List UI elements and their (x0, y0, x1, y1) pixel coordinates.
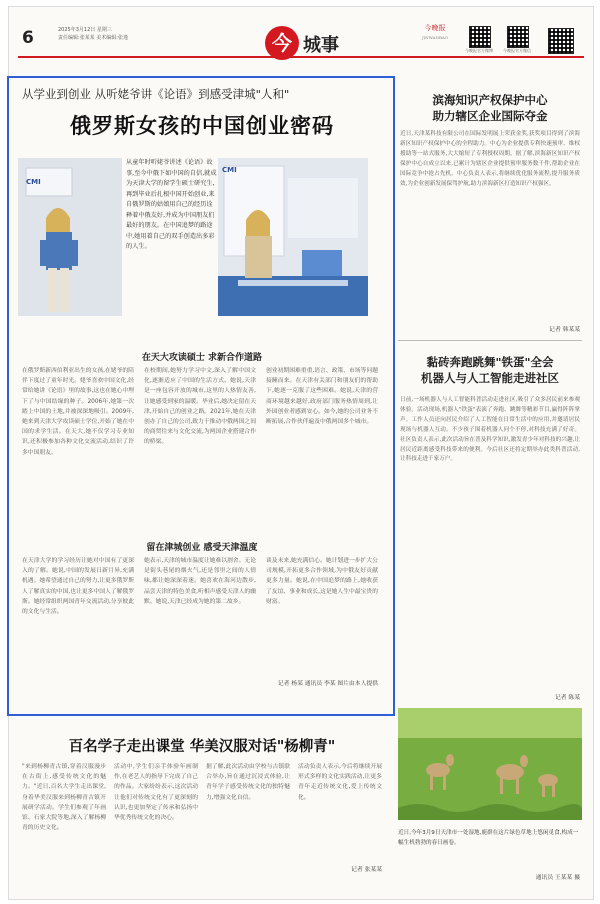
subheading-2: 留在津城创业 感受天津温度 (146, 543, 258, 553)
qr-code-icon (469, 26, 491, 48)
right-top-title-line1: 滨海知识产权保护中心 (432, 93, 548, 107)
paper-logo-sub: JINWANBAO (421, 35, 449, 40)
right-top-author: 记者 韩某某 (549, 327, 580, 333)
qr-caption: 今晚报官方微博 (465, 48, 493, 53)
header-rule (18, 56, 584, 58)
story-photo-2 (218, 158, 368, 316)
right-mid-body: 日前,一场机器人与人工智能科普活动走进社区,吸引了众多居民前来参观体验。活动现场,机器人"铁蛋"表演了奔跑、跳舞等精彩节目,赢得阵阵掌声。工作人员还向居民介绍了人工智能在日常生活中的应用,并邀请居民现场与机器人互动。不少孩子围着机器人问个不停,对科技充满了好奇。社区负责人表示,此次活动旨在普及科学知识,激发青少年对科技的兴趣,让居民近距离感受科技带来的便利。今后社区还将定期举办此类科普活动,让科技走进千家万户。 (400, 397, 580, 463)
right-top-body: 近日,天津某科技有限公司在国际发明展上荣获金奖,获奖项目得到了滨海新区知识产权保护中心的全程助力。中心为企业提供专利快速预审、维权援助等一站式服务,大大缩短了专利授权周期。据了解,滨海新区知识产权保护中心自成立以来,已累计为辖区企业提供预审服务数千件,帮助企业在国际竞争中抢占先机。中心负责人表示,将继续优化服务流程,提升服务质效,为企业创新发展保驾护航,助力滨海新区打造知识产权强区。 (400, 131, 580, 187)
header-info (58, 26, 178, 42)
qr-code-icon (507, 26, 529, 48)
bottom-column-4: 活动负责人表示,今后将继续开展形式多样的文化实践活动,让更多青年走近传统文化,爱上传统文化。 (298, 764, 382, 801)
right-mid-title-line2: 机器人与人工智能走进社区 (421, 371, 559, 385)
photo-sign-text: CMI (222, 166, 237, 174)
story-column-2b: 她表示,天津的城市温度让她难以割舍。无论是街头巷尾的烟火气,还是邻里之间的人情味,都让她深深着迷。她喜欢在海河边散步,品尝天津的特色美食,听相声感受天津人的幽默。她说,天津已经成为她的第二故乡。 (144, 558, 256, 605)
bottom-story-author: 记者 张某某 (351, 867, 382, 873)
qr-block-2 (500, 26, 534, 54)
date-line: 2025年3月12日 星期三 (58, 27, 112, 33)
story-headline: 俄罗斯女孩的中国创业密码 (70, 113, 334, 138)
story-column-3b: 谈及未来,她充满信心。她计划进一步扩大公司规模,开拓更多合作领域,为中俄友好贡献更多力量。她说,在中国追梦的路上,她收获了友谊、事业和成长,这是她人生中最宝贵的财富。 (266, 558, 378, 605)
divider (398, 340, 582, 341)
story-intro: 从童年时听姥爷讲述《论语》故事,至今中俄下如中国的自信,就成为天津大学的留学生硕士研究生,再到毕业后扎根中国开始创业,来自俄罗斯的姑娘用自己的经历诠释着中俄友好,并成为中国朋友们最好的朋友。在中国追梦的路途中,她用着自己的双手创造出多彩的人生。 (126, 159, 217, 250)
right-mid-title (398, 354, 582, 386)
deer-photo (398, 708, 582, 820)
photo-caption: 近日,今年3月9日天津市一处湿地,鹿群在这片绿色草地上悠闲觅食,构成一幅生机勃勃的春日画卷。 (398, 830, 579, 846)
right-top-title (398, 92, 582, 124)
photo-sign-text: CMI (26, 178, 41, 186)
exhibition-booth-illustration (218, 158, 368, 316)
right-mid-title-line1: 黏砖奔跑跳舞"铁蛋"全会 (426, 355, 554, 369)
story-column-1a: 在俄罗斯新西伯利亚出生的女孩,在姥爷的陪伴下度过了童年时光。姥爷喜欢中国文化,经常给她讲《论语》里的故事,这也在她心中埋下了与中国结缘的种子。2006年,她第一次踏上中国的土地,并被深深地吸引。2009年,她来到天津大学攻读硕士学位,开始了她在中国的求学生活。在天大,她不仅学习专业知识,还积极参加各种文化交流活动,结识了许多中国朋友。 (22, 368, 134, 456)
right-mid-author: 记者 陈某 (554, 695, 580, 701)
story-kicker: 从学业到创业 从听姥爷讲《论语》到感受津城"人和" (22, 87, 290, 101)
subheading-1: 在天大攻读硕士 求新合作道路 (141, 353, 263, 363)
photo-credit: 通讯员 王某某 摄 (535, 875, 580, 881)
qr-caption: 今晚报官方微信 (503, 48, 531, 53)
right-top-title-line2: 助力辖区企业国际夺金 (432, 109, 548, 123)
editors-line: 责任编辑:张某某 美术编辑:张逸 (58, 35, 128, 41)
qr-code-icon (548, 28, 574, 54)
page-number: 6 (22, 28, 34, 48)
section-badge: 今 (265, 26, 299, 60)
paper-logo (415, 24, 455, 42)
bottom-column-2: 活动中,学生们亲手体验年画制作,在老艺人的指导下完成了自己的作品。大家纷纷表示,这次活动让他们对传统文化有了更深刻的认识,也更加坚定了传承和弘扬中华优秀传统文化的决心。 (114, 764, 198, 822)
deer-grassland-illustration (398, 708, 582, 820)
section-title: 城事 (303, 35, 339, 56)
bottom-column-3: 据了解,此次活动由学校与古镇联合举办,旨在通过沉浸式体验,让青年学子感受传统文化的独特魅力,增强文化自信。 (206, 764, 290, 801)
story-column-2a: 在校期间,她努力学习中文,深入了解中国文化,逐渐适应了中国的生活方式。她说,天津是一座包容开放的城市,这里的人热情友善,让她感受到家的温暖。毕业后,她决定留在天津,开始自己的创业之路。2021年,她在天津创办了自己的公司,致力于推动中俄两国之间的商贸往来与文化交流,为两国企业搭建合作的桥梁。 (144, 368, 256, 446)
story-column-3a: 创业初期困难重重,语言、政策、市场等问题接踵而来。在天津有关部门和朋友们的帮助下,她逐一克服了这些困难。她说,天津的营商环境越来越好,政府部门服务热情周到,让外国创业者感到安心。如今,她的公司业务不断拓展,合作伙伴遍及中俄两国多个城市。 (266, 368, 378, 426)
story-byline: 记者 杨某 通讯员 李某 图片由本人提供 (277, 681, 378, 687)
story-column-1b: 在天津大学的学习经历让她对中国有了更深入的了解。她说,中国的发展日新月异,充满机遇。她希望通过自己的努力,让更多俄罗斯人了解真实的中国,也让更多中国人了解俄罗斯。她经常组织两国青年交流活动,分享彼此的文化与生活。 (22, 558, 134, 616)
paper-logo-text: 今晚报 (424, 24, 446, 32)
bottom-story-headline: 百名学子走出课堂 华美汉服对话"杨柳青" (68, 738, 336, 755)
bottom-column-1: "来到杨柳青古镇,穿着汉服漫步在古街上,感受传统文化的魅力。"近日,百名大学生走出课堂,身着华美汉服来到杨柳青古镇开展研学活动。学生们参观了年画馆、石家大院等地,深入了解杨柳青的历史文化。 (22, 764, 106, 832)
qr-block-1 (462, 26, 496, 54)
